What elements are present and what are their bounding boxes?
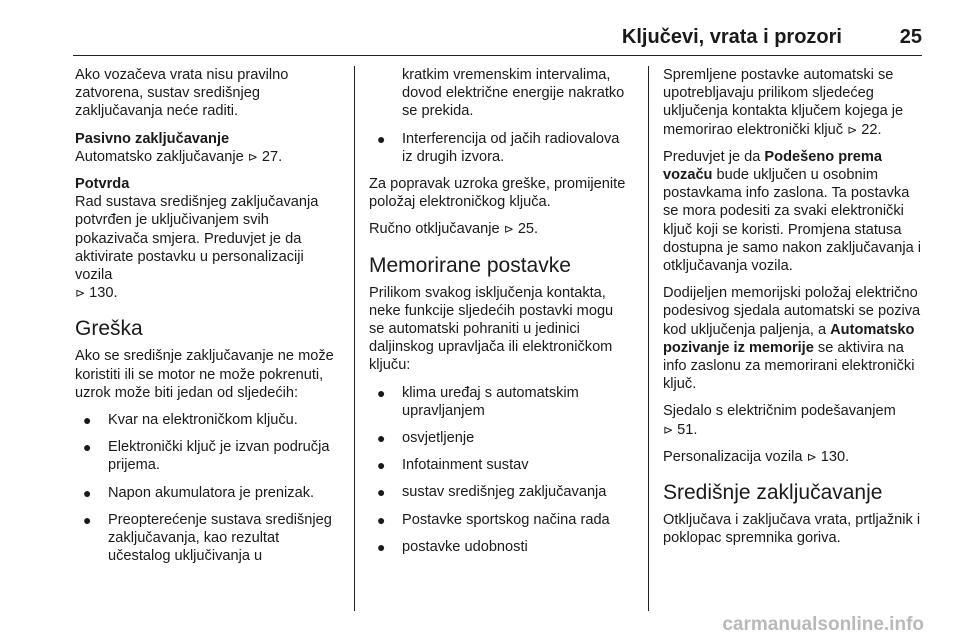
reference-arrow-icon: ⊳ <box>75 286 86 301</box>
list-item-text: Napon akumulatora je prenizak. <box>108 484 315 501</box>
auto-recall-term: Automatsko pozivanje iz memorije <box>663 321 915 356</box>
personalization-ref[interactable]: 130. <box>820 448 850 465</box>
list-item-text: kratkim vremenskim intervalima, dovod električne energije nakratko se prekida. <box>402 67 625 120</box>
list-item-text: Kvar na elektroničkom ključu. <box>108 412 298 429</box>
list-item-text: postavke udobnosti <box>402 538 528 555</box>
bullet-icon: ● <box>377 484 386 501</box>
list-item <box>75 484 337 502</box>
passive-locking-label: Automatsko zaključavanje <box>75 148 244 165</box>
list-item-text: Interferencija od jačih radiovalova iz drugih izvora. <box>402 130 620 165</box>
list-item <box>369 384 631 420</box>
watermark: carmanualsonline.info <box>722 614 924 635</box>
list-item <box>369 130 631 166</box>
seat-memory-text-a: Dodijeljen memorijski položaj električno podesivog sjedala automatski se poziva kod uključenja paljenja, a <box>663 285 921 338</box>
manual-unlock-ref[interactable]: 25. <box>517 221 539 238</box>
electric-seat-ref[interactable]: 51. <box>677 421 698 438</box>
column-3 <box>663 66 925 556</box>
bullet-icon: ● <box>377 384 386 401</box>
confirmation-text <box>75 193 337 302</box>
passive-locking-text <box>75 148 337 166</box>
bullet-icon: ● <box>377 430 386 447</box>
confirmation-ref[interactable]: 130. <box>89 285 118 302</box>
list-item-text: osvjetljenje <box>402 430 475 447</box>
list-item <box>369 429 631 447</box>
prerequisite-paragraph <box>663 148 925 275</box>
manual-unlock-text <box>369 220 631 238</box>
error-text: Ako se središnje zaključavanje ne može koristiti ili se motor ne može pokrenuti, uzrok može biti jedan od sljedećih: <box>75 348 334 401</box>
list-item-text: Elektronički ključ je izvan područja prijema. <box>108 439 330 474</box>
confirmation-body: Rad sustava središnjeg zaključavanja potvrđen je uključivanjem svih pokazivača smjera. Preduvjet je da aktivirate postavku u personalizaciji vozila <box>75 194 319 284</box>
list-item-text: sustav središnjeg zaključavanja <box>402 484 607 501</box>
memorised-settings-text: Prilikom svakog isključenja kontakta, neke funkcije sljedećih postavki mogu se automatski pohraniti u jedinici daljinskog upravljača ili elektroničkom ključu: <box>369 284 614 374</box>
electric-seat-label: Sjedalo s električnim podešavanjem <box>663 403 896 420</box>
seat-memory-text-b: se aktivira na info zaslonu za memorirani elektronički ključ. <box>663 339 915 393</box>
prerequisite-text-b: bude uključen u osobnim postavkama info zaslona. Ta postavka se mora podesiti za svaki elektronički ključ koji se koristi. Promjena statusa dostupna je samo nakon zaključavanja i otključavanja vozila. <box>663 167 921 275</box>
error-list-continued <box>369 66 631 166</box>
bullet-icon: ● <box>83 439 92 456</box>
list-item <box>369 538 631 556</box>
personalization-paragraph <box>663 448 925 466</box>
error-list <box>75 411 337 565</box>
list-item <box>75 411 337 429</box>
page-header <box>0 0 960 56</box>
intro-paragraph: Ako vozačeva vrata nisu pravilno zatvorena, sustav središnjeg zaključavanja neće raditi. <box>75 67 289 120</box>
list-item-text: Postavke sportskog načina rada <box>402 511 610 528</box>
central-locking-heading: Središnje zaključavanje <box>663 481 883 505</box>
passive-locking-heading: Pasivno zaključavanje <box>75 130 230 147</box>
bullet-icon: ● <box>377 538 386 555</box>
memorised-settings-heading: Memorirane postavke <box>369 253 571 277</box>
reference-arrow-icon: ⊳ <box>806 449 817 464</box>
reference-arrow-icon: ⊳ <box>663 422 674 437</box>
seat-memory-paragraph <box>663 284 925 393</box>
list-item <box>369 483 631 501</box>
electric-seat-paragraph <box>663 402 925 438</box>
page-number: 25 <box>899 26 922 48</box>
bullet-icon: ● <box>377 511 386 528</box>
personalization-label: Personalizacija vozila <box>663 448 803 465</box>
stored-settings-ref[interactable]: 22. <box>861 121 882 138</box>
fix-paragraph: Za popravak uzroka greške, promijenite položaj elektroničkog ključa. <box>369 176 626 211</box>
driver-setting-term: Podešeno prema vozaču <box>663 148 883 184</box>
central-locking-text: Otključava i zaključava vrata, prtljažnik i poklopac spremnika goriva. <box>663 512 921 547</box>
column-1 <box>75 66 337 574</box>
bullet-icon: ● <box>377 457 386 474</box>
list-item <box>369 511 631 529</box>
reference-arrow-icon: ⊳ <box>247 149 258 164</box>
reference-arrow-icon: ⊳ <box>503 222 514 237</box>
list-item <box>75 511 337 566</box>
bullet-icon: ● <box>83 484 92 501</box>
list-item <box>369 66 631 121</box>
bullet-icon: ● <box>83 511 92 528</box>
stored-settings-text: Spremljene postavke automatski se upotrebljavaju prilikom sljedećeg uključenja kontakta ključem kojega je memorirao elektronički ključ <box>663 67 904 138</box>
prerequisite-text-a: Preduvjet je da <box>663 148 761 165</box>
manual-unlock-label: Ručno otključavanje <box>369 221 500 238</box>
chapter-title: Ključevi, vrata i prozori <box>621 26 842 48</box>
confirmation-heading: Potvrda <box>75 176 130 193</box>
reference-arrow-icon: ⊳ <box>847 122 858 137</box>
list-item-text: Preopterećenje sustava središnjeg zaključavanja, kao rezultat učestalog uključivanja u <box>108 511 332 565</box>
memorised-settings-list <box>369 384 631 556</box>
stored-settings-paragraph <box>663 66 925 139</box>
list-item <box>75 438 337 474</box>
bullet-icon: ● <box>377 130 386 147</box>
list-item <box>369 456 631 474</box>
list-item-text: Infotainment sustav <box>402 457 529 474</box>
header-rule <box>73 55 922 56</box>
column-divider-2 <box>648 66 649 611</box>
column-divider-1 <box>354 66 355 611</box>
list-item-text: klima uređaj s automatskim upravljanjem <box>402 384 579 419</box>
passive-locking-ref[interactable]: 27. <box>261 148 283 165</box>
error-heading: Greška <box>75 317 143 341</box>
bullet-icon: ● <box>83 412 92 429</box>
column-2 <box>369 66 631 565</box>
